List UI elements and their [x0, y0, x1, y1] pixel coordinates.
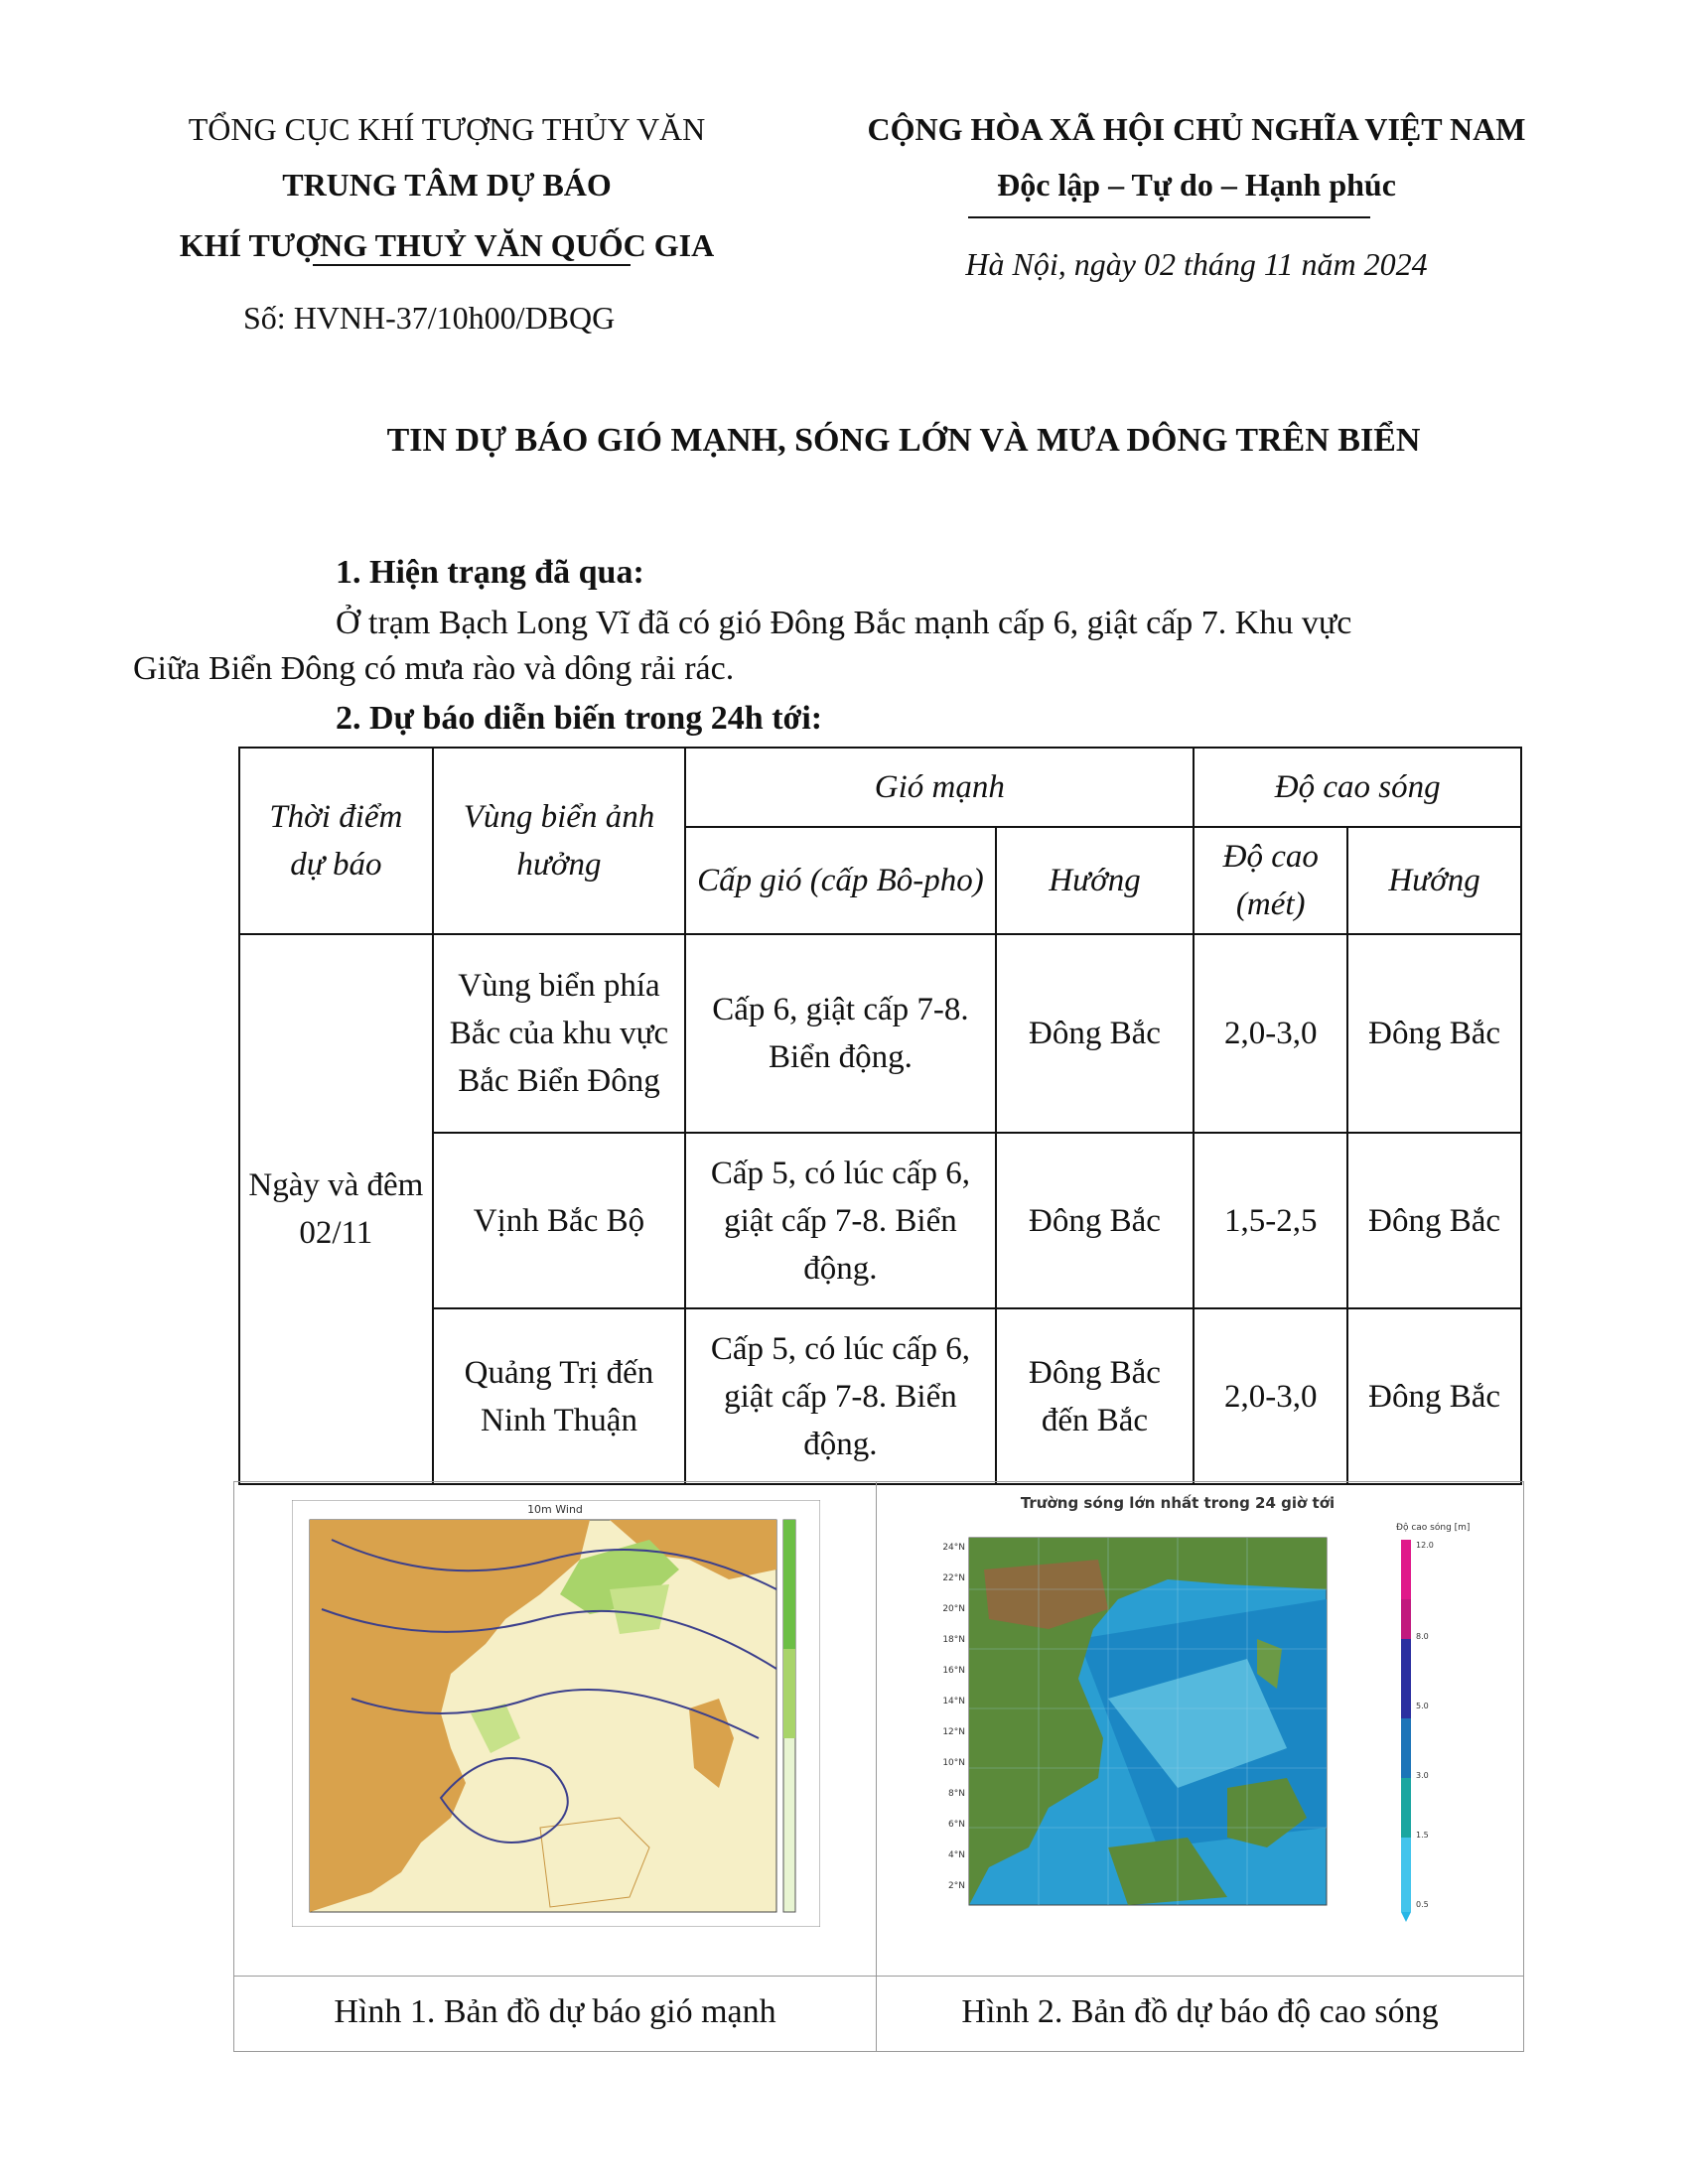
area-cell: Quảng Trị đến Ninh Thuận	[433, 1308, 686, 1484]
motto-underline	[968, 216, 1370, 218]
time-cell: Ngày và đêm 02/11	[239, 934, 433, 1484]
wave-legend-title: Độ cao sóng [m]	[1396, 1523, 1471, 1533]
wave-height-cell: 1,5-2,5	[1194, 1133, 1347, 1308]
header-time: Thời điểm dự báo	[239, 748, 433, 934]
header-area: Vùng biển ảnh hưởng	[433, 748, 686, 934]
level-cell: Cấp 5, có lúc cấp 6, giật cấp 7-8. Biển động.	[685, 1133, 995, 1308]
wave-forecast-map	[929, 1490, 1485, 1942]
figures-container	[233, 1481, 1524, 2052]
wind-direction-cell: Đông Bắc	[996, 934, 1195, 1133]
lat-label: 22°N	[942, 1573, 965, 1583]
legend-tick: 8.0	[1416, 1632, 1429, 1641]
lat-label: 2°N	[948, 1881, 965, 1891]
lat-label: 12°N	[942, 1727, 965, 1737]
legend-tick: 3.0	[1416, 1771, 1429, 1780]
level-cell: Cấp 5, có lúc cấp 6, giật cấp 7-8. Biển động.	[685, 1308, 995, 1484]
table-row	[239, 934, 1521, 1133]
lat-label: 6°N	[948, 1820, 965, 1830]
org-line-1: TỔNG CỤC KHÍ TƯỢNG THỦY VĂN	[188, 111, 706, 147]
section-1-heading: 1. Hiện trạng đã qua:	[336, 554, 644, 591]
wave-direction-cell: Đông Bắc	[1347, 1308, 1521, 1484]
page-title: TIN DỰ BÁO GIÓ MẠNH, SÓNG LỚN VÀ MƯA DÔNG TRÊN BIỂN	[386, 422, 1421, 459]
wind-direction-cell: Đông Bắc đến Bắc	[996, 1308, 1195, 1484]
nation-title: CỘNG HÒA XÃ HỘI CHỦ NGHĨA VIỆT NAM	[867, 111, 1526, 147]
legend-tick: 12.0	[1416, 1541, 1434, 1550]
header-wind-level: Cấp gió (cấp Bô-pho)	[685, 827, 995, 934]
section-2-heading: 2. Dự báo diễn biến trong 24h tới:	[336, 700, 823, 737]
forecast-table	[238, 747, 1522, 1485]
lat-label: 16°N	[942, 1666, 965, 1676]
motto: Độc lập – Tự do – Hạnh phúc	[997, 167, 1396, 203]
wave-direction-cell: Đông Bắc	[1347, 934, 1521, 1133]
wind-forecast-map	[292, 1500, 820, 1927]
caption-divider	[234, 1976, 1523, 1977]
level-cell: Cấp 6, giật cấp 7-8. Biển động.	[685, 934, 995, 1133]
area-cell: Vùng biển phía Bắc của khu vực Bắc Biển Đông	[433, 934, 686, 1133]
wave-height-cell: 2,0-3,0	[1194, 1308, 1347, 1484]
org-line-3: KHÍ TƯỢNG THUỶ VĂN QUỐC GIA	[179, 227, 715, 263]
header-wind: Gió mạnh	[685, 748, 1194, 827]
header-wave: Độ cao sóng	[1194, 748, 1521, 827]
lat-label: 8°N	[948, 1789, 965, 1799]
header-wind-direction: Hướng	[996, 827, 1195, 934]
org-underline	[313, 264, 631, 266]
wind-direction-cell: Đông Bắc	[996, 1133, 1195, 1308]
legend-tick: 5.0	[1416, 1702, 1429, 1710]
lat-label: 4°N	[948, 1850, 965, 1860]
section-1-text	[133, 601, 1527, 692]
area-cell: Vịnh Bắc Bộ	[433, 1133, 686, 1308]
header-wave-direction: Hướng	[1347, 827, 1521, 934]
figure-1-caption: Hình 1. Bản đồ dự báo gió mạnh	[334, 1993, 776, 2030]
wave-map-title: Trường sóng lớn nhất trong 24 giờ tới	[1020, 1494, 1336, 1512]
org-line-2: TRUNG TÂM DỰ BÁO	[282, 167, 612, 203]
figure-divider	[876, 1482, 877, 2051]
section-1-line-2: Giữa Biển Đông có mưa rào và dông rải rác.	[133, 650, 735, 687]
wave-direction-cell: Đông Bắc	[1347, 1133, 1521, 1308]
figure-2-caption: Hình 2. Bản đồ dự báo độ cao sóng	[961, 1993, 1439, 2030]
lat-label: 24°N	[942, 1543, 965, 1553]
lat-label: 14°N	[942, 1697, 965, 1706]
lat-label: 10°N	[942, 1758, 965, 1768]
doc-number: Số: HVNH-37/10h00/DBQG	[243, 300, 616, 336]
legend-tick: 1.5	[1416, 1831, 1429, 1840]
date-place: Hà Nội, ngày 02 tháng 11 năm 2024	[965, 246, 1428, 282]
lat-label: 18°N	[942, 1635, 965, 1645]
lat-label: 20°N	[942, 1604, 965, 1614]
section-1-line-1: Ở trạm Bạch Long Vĩ đã có gió Đông Bắc mạnh cấp 6, giật cấp 7. Khu vực	[336, 605, 1352, 641]
header-wave-height: Độ cao (mét)	[1194, 827, 1347, 934]
legend-tick: 0.5	[1416, 1900, 1429, 1909]
wind-map-title: 10m Wind	[527, 1503, 583, 1516]
wave-height-cell: 2,0-3,0	[1194, 934, 1347, 1133]
